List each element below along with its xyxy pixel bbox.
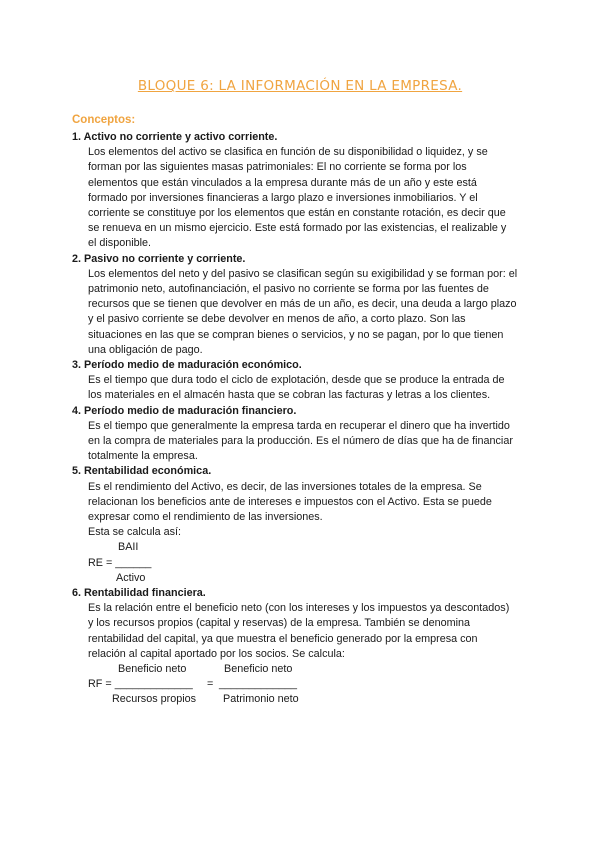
text-line: rentabilidad del capital, ya que muestra el beneficio generado por la empresa con (88, 632, 478, 645)
section-paragraph (88, 480, 532, 541)
text-line: recursos que se tienen que devolver en más de un año, es decir, una deuda a largo plazo (88, 298, 517, 311)
formula-denominator: Activo (116, 571, 146, 584)
section-heading: 2. Pasivo no corriente y corriente. (72, 252, 246, 265)
section-4 (72, 404, 532, 465)
formula-numerator: Beneficio neto (118, 663, 187, 676)
formula-equals: = (207, 678, 214, 691)
text-line: forman por las siguientes masas patrimoniales: El no corriente se forma por los (88, 161, 467, 174)
text-line: Esta se calcula así: (88, 526, 182, 539)
section-5 (72, 464, 532, 586)
text-line: Los elementos del activo se clasifica en función de su disponibilidad o liquidez, y se (88, 146, 488, 159)
section-heading: 4. Período medio de maduración financiero. (72, 404, 297, 417)
text-line: totalmente la empresa. (88, 450, 198, 463)
text-line: relación al capital aportado por los socios. Se calcula: (88, 647, 345, 660)
section-2 (72, 252, 532, 358)
formula-fraction-line: _____________ (219, 678, 298, 691)
formula-numerator: BAII (118, 541, 139, 554)
text-line: situaciones en las que se compran bienes o servicios, y no se pagan, por lo que tienen (88, 328, 504, 341)
formula-re (88, 540, 532, 586)
text-line: elementos que están vinculados a la empresa durante más de un año y este está (88, 176, 477, 189)
text-line: y los recursos propios (capital y reservas) de la empresa. También se denomina (88, 617, 471, 630)
section-paragraph (88, 419, 532, 465)
concepts-label: Conceptos: (72, 114, 136, 126)
page-title: BLOQUE 6: LA INFORMACIÓN EN LA EMPRESA. (137, 78, 463, 94)
section-1 (72, 130, 532, 252)
section-6 (72, 586, 532, 708)
text-line: Los elementos del neto y del pasivo se clasifican según su exigibilidad y se forman por: el (88, 267, 518, 280)
section-paragraph (88, 373, 532, 403)
text-line: los materiales en el almacén hasta que se cobran las facturas y letras a los clientes. (88, 389, 491, 402)
section-paragraph (88, 601, 532, 662)
section-heading: 1. Activo no corriente y activo corriente. (72, 131, 278, 143)
text-line: Es el tiempo que generalmente la empresa tarda en recuperar el dinero que ha invertido (88, 419, 510, 432)
text-line: en la compra de materiales para la producción. Es el número de días que ha de financiar (88, 435, 513, 448)
text-line: relacionan los beneficios ante de intereses e impuestos con el Activo. Esta se puede (88, 495, 492, 508)
section-paragraph (88, 145, 532, 251)
text-line: y el pasivo corriente se debe devolver en menos de año, a corto plazo. Son las (88, 313, 466, 326)
text-line: expresar como el rendimiento de las inversiones. (88, 511, 323, 524)
text-line: Es el tiempo que dura todo el ciclo de explotación, desde que se produce la entrada de (88, 374, 505, 387)
section-heading: 3. Período medio de maduración económico. (72, 359, 302, 372)
formula-lhs: RE = ______ (88, 556, 152, 569)
formula-numerator: Beneficio neto (224, 663, 293, 676)
formula-denominator: Recursos propios (112, 693, 197, 706)
document-body (72, 130, 532, 708)
formula-rf (88, 662, 532, 708)
text-line: Es la relación entre el beneficio neto (con los intereses y los impuestos ya descontados) (88, 602, 510, 615)
section-paragraph (88, 267, 532, 358)
text-line: Es el rendimiento del Activo, es decir, de las inversiones totales de la empresa. Se (88, 480, 482, 493)
formula-lhs: RF = _____________ (88, 678, 193, 691)
section-heading: 5. Rentabilidad económica. (72, 465, 212, 478)
text-line: el disponible. (88, 237, 152, 250)
section-3 (72, 358, 532, 404)
text-line: patrimonio neto, autofinanciación, el pasivo no corriente se forma por las fuentes de (88, 283, 489, 296)
text-line: se renueva en un mismo ejercicio. Este está formado por las existencias, el realizable y (88, 222, 507, 235)
section-heading: 6. Rentabilidad financiera. (72, 587, 206, 600)
formula-denominator: Patrimonio neto (223, 693, 299, 706)
text-line: una obligación de pago. (88, 343, 203, 356)
text-line: corriente se constituye por los elementos que están en constante rotación, es decir que (88, 207, 506, 220)
text-line: formado por inversiones financieras a largo plazo e inversiones inmobiliarios. Y el (88, 191, 478, 204)
